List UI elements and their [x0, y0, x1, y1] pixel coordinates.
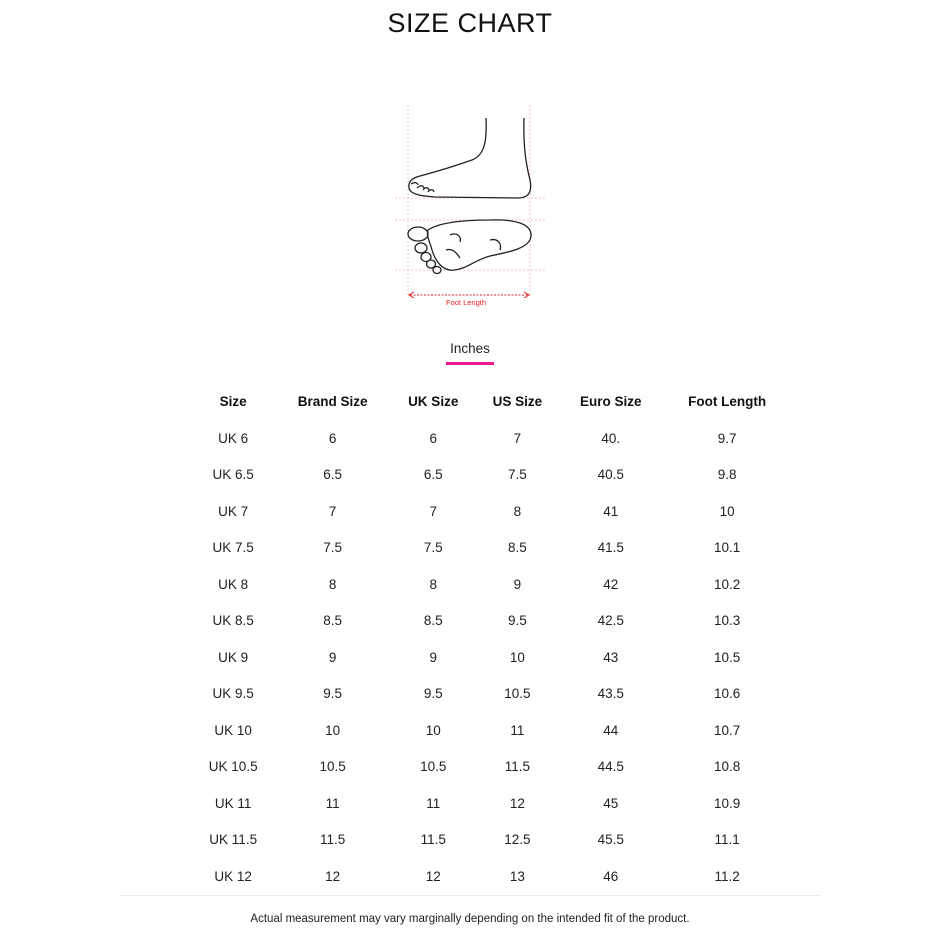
table-cell: UK 10.5: [208, 759, 258, 775]
table-cell: 9.5: [423, 686, 443, 702]
table-row: [192, 420, 792, 457]
table-cell: UK 11: [214, 795, 252, 811]
table-row: [192, 712, 792, 749]
table-cell: 10.5: [504, 686, 531, 702]
foot-measurement-diagram: [390, 100, 550, 315]
foot-illustration: [390, 100, 550, 315]
sole-view-foot: [408, 220, 531, 274]
table-cell: 6.5: [323, 467, 342, 483]
table-cell: 10.5: [713, 649, 741, 665]
size-table: [192, 382, 792, 895]
table-cell: 10.5: [319, 759, 346, 775]
table-cell: UK 9.5: [212, 686, 254, 702]
table-cell: 40.: [601, 430, 621, 446]
table-header-row: [192, 382, 792, 420]
table-cell: UK 10: [214, 722, 252, 738]
table-cell: 6: [328, 430, 337, 446]
table-row: [192, 858, 792, 895]
table-cell: 10.5: [420, 759, 447, 775]
table-cell: 41.5: [597, 540, 624, 556]
table-cell: 10.3: [713, 613, 741, 629]
table-cell: 7: [513, 430, 522, 446]
table-cell: 12: [509, 795, 525, 811]
table-cell: UK 9: [218, 649, 249, 665]
table-row: [192, 457, 792, 494]
table-row: [192, 639, 792, 676]
footnote: Actual measurement may vary marginally depending on the intended fit of the product.: [250, 913, 690, 925]
table-cell: 46: [603, 868, 619, 884]
table-row: [192, 822, 792, 859]
table-cell: 8: [429, 576, 437, 592]
divider: [120, 895, 820, 896]
table-cell: 8.5: [508, 540, 527, 556]
table-row: [192, 566, 792, 603]
table-row: [192, 749, 792, 786]
table-cell: 9.5: [508, 613, 527, 629]
table-cell: 41: [603, 503, 619, 519]
table-cell: 8.5: [323, 613, 342, 629]
table-cell: 11.1: [714, 832, 740, 848]
table-cell: 45: [603, 795, 619, 811]
table-cell: 44.5: [597, 759, 624, 775]
table-cell: 44: [603, 722, 619, 738]
table-cell: 8: [513, 503, 522, 519]
column-header: US Size: [492, 393, 543, 409]
table-cell: 7: [429, 503, 437, 519]
table-body: [192, 420, 792, 895]
table-cell: UK 7.5: [212, 540, 254, 556]
table-cell: 11.5: [319, 832, 346, 848]
page-title: SIZE CHART: [387, 8, 553, 38]
table-cell: 11.5: [504, 759, 531, 775]
column-header: UK Size: [408, 393, 459, 409]
table-row: [192, 493, 792, 530]
column-header: Size: [219, 393, 247, 409]
table-cell: 43: [603, 649, 619, 665]
table-cell: 10: [719, 503, 735, 519]
table-cell: 9.7: [717, 430, 737, 446]
table-cell: 7.5: [508, 467, 527, 483]
table-cell: 9: [328, 649, 337, 665]
side-view-foot: [409, 118, 531, 198]
table-cell: 10: [509, 649, 525, 665]
table-cell: 9: [429, 649, 437, 665]
table-row: [192, 676, 792, 713]
table-cell: UK 11.5: [209, 832, 258, 848]
table-cell: 11.5: [420, 832, 446, 848]
table-cell: 12: [325, 868, 341, 884]
table-cell: 10: [425, 722, 441, 738]
table-cell: 12: [425, 868, 441, 884]
table-cell: UK 6.5: [212, 467, 254, 483]
table-cell: 10: [325, 722, 341, 738]
table-cell: 6: [429, 430, 437, 446]
table-cell: 10.1: [713, 540, 741, 556]
table-cell: 10.2: [713, 576, 741, 592]
table-cell: UK 8.5: [212, 613, 254, 629]
table-cell: 7.5: [323, 540, 342, 556]
tab-inches[interactable]: Inches: [446, 341, 494, 365]
table-row: [192, 785, 792, 822]
table-cell: 9: [513, 576, 522, 592]
foot-length-label: Foot Length: [445, 298, 487, 307]
table-cell: 13: [509, 868, 525, 884]
column-header: Brand Size: [297, 393, 368, 409]
table-cell: 8.5: [423, 613, 443, 629]
table-cell: UK 12: [214, 868, 252, 884]
column-header: Foot Length: [688, 393, 767, 409]
table-cell: 11: [426, 795, 441, 811]
table-cell: 43.5: [597, 686, 624, 702]
table-cell: 10.9: [713, 795, 741, 811]
table-cell: 45.5: [597, 832, 624, 848]
table-cell: 9.8: [717, 467, 737, 483]
table-cell: 10.8: [713, 759, 741, 775]
unit-tabs: [0, 340, 940, 365]
column-header: Euro Size: [579, 393, 642, 409]
table-cell: 12.5: [504, 832, 531, 848]
guide-lines: [395, 105, 545, 295]
table-cell: 42.5: [597, 613, 624, 629]
table-cell: 10.6: [713, 686, 741, 702]
table-cell: 40.5: [597, 467, 624, 483]
table-cell: 9.5: [323, 686, 342, 702]
table-cell: UK 6: [218, 430, 249, 446]
table-cell: 11.2: [714, 868, 740, 884]
table-cell: UK 8: [218, 576, 249, 592]
table-cell: UK 7: [218, 503, 249, 519]
table-row: [192, 603, 792, 640]
table-cell: 11: [510, 722, 525, 738]
table-cell: 10.7: [713, 722, 741, 738]
table-cell: 7: [328, 503, 337, 519]
table-cell: 42: [603, 576, 619, 592]
table-cell: 8: [328, 576, 337, 592]
table-cell: 6.5: [423, 467, 443, 483]
table-row: [192, 530, 792, 567]
table-cell: 7.5: [423, 540, 443, 556]
table-cell: 11: [325, 795, 340, 811]
